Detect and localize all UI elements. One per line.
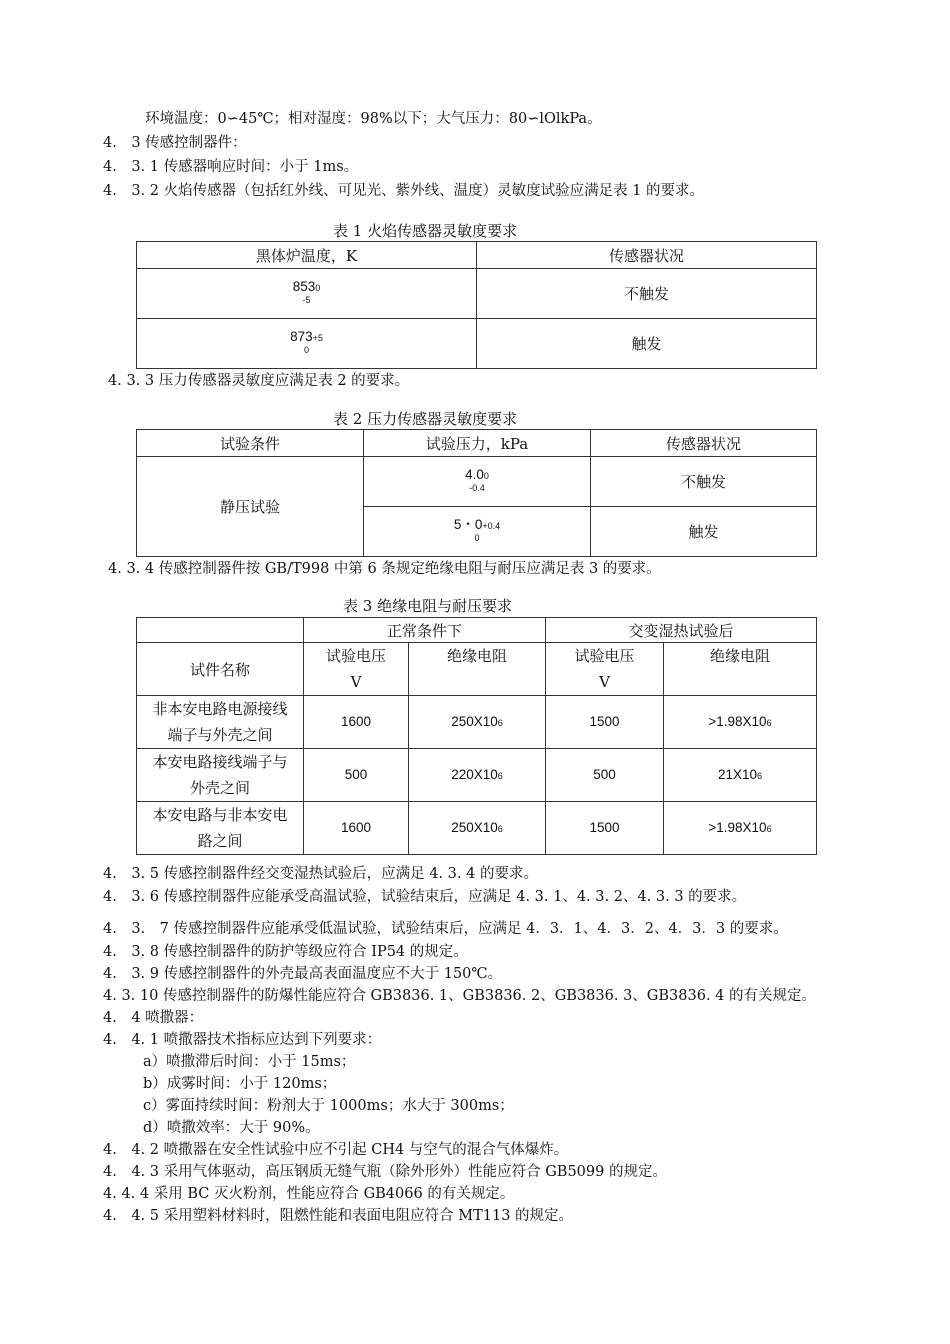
table3-r2-cell: >1.98X106 xyxy=(664,696,817,749)
table3-v1-cell: 500 xyxy=(304,749,409,802)
pressure-value: 5・0 xyxy=(453,517,483,532)
table3-caption: 表 3 绝缘电阻与耐压要求 xyxy=(343,597,513,615)
table-row xyxy=(137,802,817,855)
pressure-lower-tol: 0 xyxy=(474,533,480,543)
table3-header-voltage-humid: 试验电压 V xyxy=(546,643,664,696)
clause-4-4-4: 4. 4. 4 采用 BC 灭火粉剂，性能应符合 GB4066 的有关规定。 xyxy=(103,1186,515,1202)
list-item: d）喷撒效率：大于 90%。 xyxy=(143,1120,320,1136)
table2-condition-cell: 静压试验 xyxy=(137,457,364,557)
table-row xyxy=(137,696,817,749)
table3-header-resistance-normal: 绝缘电阻 xyxy=(409,643,546,696)
table3-header-blank xyxy=(137,618,304,643)
table-row xyxy=(137,319,817,369)
clause-4-3-7: 4. 3. 7 传感控制器件应能承受低温试验，试验结束后，应满足 4．3．1、4．3．2、4．3．3 的要求。 xyxy=(103,921,788,937)
clause-4-3-9: 4. 3. 9 传感控制器件的外壳最高表面温度应不大于 150℃。 xyxy=(103,966,503,982)
table2-status-cell: 不触发 xyxy=(591,457,817,507)
list-item: b）成雾时间：小于 120ms； xyxy=(143,1076,337,1092)
list-item: a）喷撒滞后时间：小于 15ms； xyxy=(143,1054,356,1070)
table-row xyxy=(137,457,817,507)
pressure-upper-tol: 0 xyxy=(483,471,489,481)
table3-r2-cell: 21X106 xyxy=(664,749,817,802)
clause-4-4-5: 4. 4. 5 采用塑料材料时，阻燃性能和表面电阻应符合 MT113 的规定。 xyxy=(103,1208,574,1224)
table1-status-cell: 触发 xyxy=(477,319,817,369)
table1-header-temp: 黑体炉温度，K xyxy=(137,242,477,269)
table3-v2-cell: 500 xyxy=(546,749,664,802)
clause-4-3-5: 4. 3. 5 传感控制器件经交变湿热试验后，应满足 4. 3. 4 的要求。 xyxy=(103,866,538,882)
table1-header-status: 传感器状况 xyxy=(477,242,817,269)
clause-4-3-2: 4. 3. 2 火焰传感器（包括红外线、可见光、紫外线、温度）灵敏度试验应满足表 1 的要求。 xyxy=(103,183,705,199)
table3-group-humid: 交变湿热试验后 xyxy=(546,618,817,643)
pressure-value: 4.0 xyxy=(465,467,484,482)
table3-v1-cell: 1600 xyxy=(304,696,409,749)
table3-v1-cell: 1600 xyxy=(304,802,409,855)
clause-4-3-8: 4. 3. 8 传感控制器件的防护等级应符合 IP54 的规定。 xyxy=(103,944,468,960)
temp-upper-tol: 0 xyxy=(315,283,321,293)
pressure-lower-tol: -0.4 xyxy=(469,483,485,493)
table2 xyxy=(136,429,817,557)
clause-4-3-1: 4. 3. 1 传感器响应时间：小于 1ms。 xyxy=(103,159,359,175)
table3-header-voltage-normal: 试验电压 V xyxy=(304,643,409,696)
table-row xyxy=(137,269,817,319)
table3-group-normal: 正常条件下 xyxy=(304,618,546,643)
table-row xyxy=(137,749,817,802)
clause-4-4-1: 4. 4. 1 喷撒器技术指标应达到下列要求： xyxy=(103,1032,382,1048)
table3-name-cell: 本安电路接线端子与 外壳之间 xyxy=(137,749,304,802)
clause-4-3-10: 4. 3. 10 传感控制器件的防爆性能应符合 GB3836. 1、GB3836. 2、GB3836. 3、GB3836. 4 的有关规定。 xyxy=(103,988,816,1004)
table3-header-name: 试件名称 xyxy=(137,643,304,696)
table1-status-cell: 不触发 xyxy=(477,269,817,319)
table2-header-status: 传感器状况 xyxy=(591,430,817,457)
pressure-upper-tol: +0.4 xyxy=(482,521,501,531)
table2-pressure-cell xyxy=(364,457,591,507)
table3-name-cell: 本安电路与非本安电 路之间 xyxy=(137,802,304,855)
temp-upper-tol: +5 xyxy=(312,333,323,343)
temp-value: 853 xyxy=(292,279,316,294)
table3-r2-cell: >1.98X106 xyxy=(664,802,817,855)
table3-r1-cell: 250X106 xyxy=(409,802,546,855)
section-4-4-heading: 4. 4 喷撒器： xyxy=(103,1010,204,1026)
clause-4-4-3: 4. 4. 3 采用气体驱动，高压钢质无缝气瓶（除外形外）性能应符合 GB5099 的规定。 xyxy=(103,1164,667,1180)
table1-caption: 表 1 火焰传感器灵敏度要求 xyxy=(333,222,518,240)
table3-header-resistance-humid: 绝缘电阻 xyxy=(664,643,817,696)
table2-header-condition: 试验条件 xyxy=(137,430,364,457)
table2-caption: 表 2 压力传感器灵敏度要求 xyxy=(333,410,518,428)
table3 xyxy=(136,617,817,855)
clause-4-3-3: 4. 3. 3 压力传感器灵敏度应满足表 2 的要求。 xyxy=(108,373,410,389)
table3-name-cell: 非本安电路电源接线 端子与外壳之间 xyxy=(137,696,304,749)
table3-r1-cell: 250X106 xyxy=(409,696,546,749)
table2-pressure-cell xyxy=(364,507,591,557)
table3-v2-cell: 1500 xyxy=(546,696,664,749)
section-4-3-heading: 4. 3 传感控制器件： xyxy=(103,135,247,151)
table3-r1-cell: 220X106 xyxy=(409,749,546,802)
table1-temp-cell xyxy=(137,269,477,319)
clause-4-3-6: 4. 3. 6 传感控制器件应能承受高温试验，试验结束后，应满足 4. 3. 1、4. 3. 2、4. 3. 3 的要求。 xyxy=(103,889,747,905)
table2-status-cell: 触发 xyxy=(591,507,817,557)
table3-v2-cell: 1500 xyxy=(546,802,664,855)
table2-header-pressure: 试验压力，kPa xyxy=(364,430,591,457)
temp-lower-tol: -5 xyxy=(302,295,311,305)
temp-value: 873 xyxy=(290,329,313,344)
list-item: c）雾面持续时间：粉剂大于 1000ms；水大于 300ms； xyxy=(143,1098,514,1114)
table1 xyxy=(136,241,817,369)
temp-lower-tol: 0 xyxy=(303,345,309,355)
clause-4-4-2: 4. 4. 2 喷撒器在安全性试验中应不引起 CH4 与空气的混合气体爆炸。 xyxy=(103,1142,569,1158)
clause-4-3-4: 4. 3. 4 传感控制器件按 GB/T998 中第 6 条规定绝缘电阻与耐压应满足表 3 的要求。 xyxy=(108,561,661,577)
table1-temp-cell xyxy=(137,319,477,369)
env-conditions-line: 环境温度：0∽45℃；相对湿度：98%以下；大气压力：80∽lOlkPa。 xyxy=(145,111,602,127)
